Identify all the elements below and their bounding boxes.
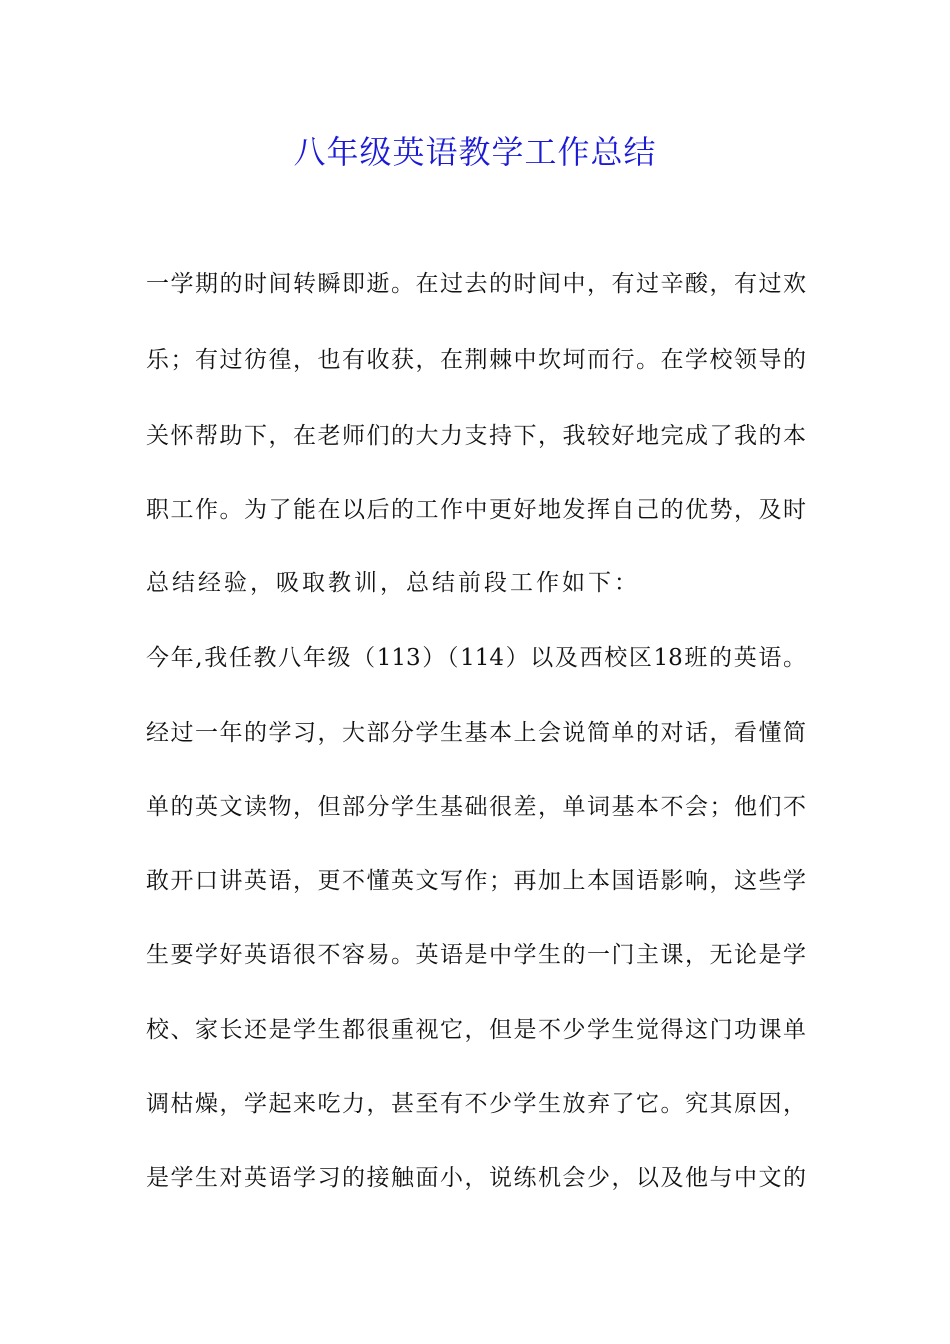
paragraph-line: 关怀帮助下，在老师们的大力支持下，我较好地完成了我的本: [146, 423, 806, 449]
paragraph-line: 敢开口讲英语，更不懂英文写作；再加上本国语影响，这些学: [146, 868, 806, 894]
paragraph-line: 调枯燥，学起来吃力，甚至有不少学生放弃了它。究其原因，: [146, 1091, 806, 1117]
paragraph-line: 一学期的时间转瞬即逝。在过去的时间中，有过辛酸，有过欢: [146, 271, 806, 297]
document-title: 八年级英语教学工作总结: [293, 133, 657, 171]
paragraph-line: 总结经验，吸取教训，总结前段工作如下：: [146, 570, 640, 596]
paragraph-line: 生要学好英语很不容易。英语是中学生的一门主课，无论是学: [146, 942, 806, 968]
paragraph-line: 经过一年的学习，大部分学生基本上会说简单的对话，看懂简: [146, 720, 806, 746]
paragraph-line: 校、家长还是学生都很重视它，但是不少学生觉得这门功课单: [146, 1017, 806, 1043]
paragraph-line: 职工作。为了能在以后的工作中更好地发挥自己的优势，及时: [146, 497, 806, 523]
paragraph-line: 单的英文读物，但部分学生基础很差，单词基本不会；他们不: [146, 794, 806, 820]
paragraph-line: 今年,我任教八年级（113）（114）以及西校区18班的英语。: [146, 645, 806, 671]
paragraph-line: 是学生对英语学习的接触面小，说练机会少，以及他与中文的: [146, 1165, 806, 1191]
paragraph-line: 乐；有过彷徨，也有收获，在荆棘中坎坷而行。在学校领导的: [146, 347, 806, 373]
